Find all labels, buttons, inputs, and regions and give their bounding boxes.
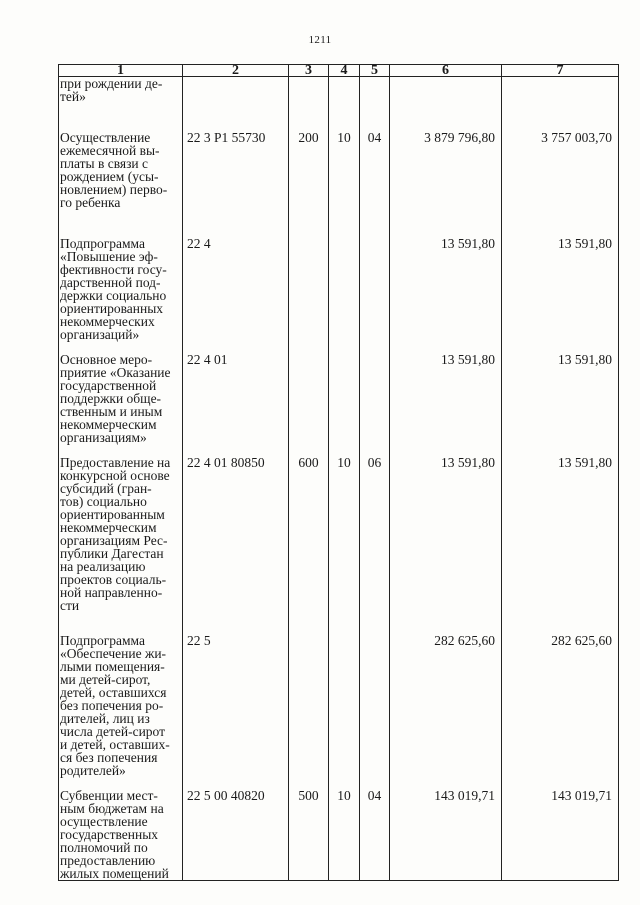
row-name-line: осуществление [60,814,148,829]
row-col-4 [329,77,360,132]
row-name-line: на реализацию [60,559,146,574]
row-name-line: платы в связи с [60,156,149,171]
row-name-line: тей» [60,89,86,104]
row-name-line: Основное меро- [60,352,153,367]
row-amount-col-7: 13 591,80 [502,237,619,353]
row-amount-col-6: 282 625,60 [390,634,502,789]
row-amount-col-6: 13 591,80 [390,237,502,353]
row-name-line: проектов социаль- [60,572,167,587]
row-col-3: 500 [289,789,329,881]
row-name-line: числа детей-сирот [60,724,166,739]
row-col-5 [360,77,390,132]
row-amount-col-6: 3 879 796,80 [390,131,502,237]
row-name-line: организациям» [60,430,147,445]
row-name-line: государственных [60,827,159,842]
row-name [59,131,183,237]
row-name-line: организациям Рес- [60,533,168,548]
row-col-3 [289,353,329,456]
header-col-2: 2 [183,65,289,77]
row-name-line: детей, оставшихся [60,685,167,700]
header-col-7: 7 [502,65,619,77]
row-name-line: Осуществление [60,130,151,145]
row-name-line: полномочий по [60,840,148,855]
row-code [183,77,289,132]
row-name-line: и детей, оставших- [60,737,170,752]
row-col-5: 06 [360,456,390,634]
row-name-line: жилых помещений [60,866,169,881]
row-code: 22 4 01 [183,353,289,456]
row-name-line: организаций» [60,327,140,342]
table-row [59,353,619,456]
row-name-line: лыми помещения- [60,659,165,674]
row-amount-col-7: 282 625,60 [502,634,619,789]
row-name-line: дителей, лиц из [60,711,150,726]
header-col-5: 5 [360,65,390,77]
row-amount-col-7: 13 591,80 [502,456,619,634]
row-col-5 [360,353,390,456]
row-name-line: конкурсной основе [60,468,170,483]
row-name [59,634,183,789]
row-name-line: ориентированным [60,507,165,522]
budget-table [58,64,619,881]
header-row [59,65,619,77]
row-name-line: дарственной под- [60,275,161,290]
page-number: 1211 [308,34,332,46]
row-col-3 [289,237,329,353]
row-col-5: 04 [360,789,390,881]
row-amount-col-6: 13 591,80 [390,456,502,634]
row-code: 22 4 [183,237,289,353]
row-amount-col-7: 3 757 003,70 [502,131,619,237]
row-name-line: Субвенции мест- [60,788,158,803]
row-name-line: субсидий (гран- [60,481,152,496]
row-name-line: ориентированных [60,301,164,316]
row-name-line: ной направленно- [60,585,163,600]
row-name-line: некоммерческих [60,314,155,329]
row-amount-col-7: 143 019,71 [502,789,619,881]
row-col-3 [289,77,329,132]
row-name-line: некоммерческим [60,417,157,432]
row-name-line: предоставлению [60,853,156,868]
row-name-line: ственным и иным [60,404,163,419]
row-name-line: держки социально [60,288,167,303]
row-code: 22 5 00 40820 [183,789,289,881]
row-amount-col-7: 13 591,80 [502,353,619,456]
row-name-line: Подпрограмма [60,236,145,251]
row-col-5: 04 [360,131,390,237]
row-name-line: ным бюджетам на [60,801,164,816]
row-code: 22 5 [183,634,289,789]
row-name-line: некоммерческим [60,520,157,535]
row-col-5 [360,237,390,353]
row-name-line: сти [60,598,80,613]
table-row [59,237,619,353]
row-col-4: 10 [329,789,360,881]
row-amount-col-6: 13 591,80 [390,353,502,456]
row-col-5 [360,634,390,789]
table-row [59,77,619,132]
row-name [59,237,183,353]
row-col-4 [329,353,360,456]
row-name [59,353,183,456]
row-col-4: 10 [329,456,360,634]
row-name-line: «Повышение эф- [60,249,158,264]
table-row [59,634,619,789]
row-name-line: государственной [60,378,157,393]
row-name-line: ми детей-сирот, [60,672,151,687]
row-name [59,77,183,132]
row-code: 22 3 P1 55730 [183,131,289,237]
header-col-3: 3 [289,65,329,77]
row-name-line: публики Дагестан [60,546,164,561]
header-col-1: 1 [59,65,183,77]
row-name-line: при рождении де- [60,76,163,91]
row-name-line: Предоставление на [60,455,171,470]
row-amount-col-6: 143 019,71 [390,789,502,881]
header-col-6: 6 [390,65,502,77]
row-name-line: ся без попечения [60,750,158,765]
header-col-4: 4 [329,65,360,77]
row-code: 22 4 01 80850 [183,456,289,634]
row-name-line: рождением (усы- [60,169,159,184]
row-name-line: родителей» [60,763,126,778]
row-name-line: поддержки обще- [60,391,162,406]
row-col-3: 200 [289,131,329,237]
row-name-line: без попечения ро- [60,698,164,713]
row-col-4: 10 [329,131,360,237]
row-name-line: ежемесячной вы- [60,143,160,158]
row-name-line: «Обеспечение жи- [60,646,167,661]
row-col-3 [289,634,329,789]
row-name-line: приятие «Оказание [60,365,171,380]
row-name-line: го ребенка [60,195,121,210]
row-name-line: фективности госу- [60,262,167,277]
row-col-4 [329,634,360,789]
row-name [59,456,183,634]
row-col-3: 600 [289,456,329,634]
table-row [59,131,619,237]
table-row [59,789,619,881]
row-amount-col-6 [390,77,502,132]
row-amount-col-7 [502,77,619,132]
row-name [59,789,183,881]
row-col-4 [329,237,360,353]
row-name-line: Подпрограмма [60,633,145,648]
row-name-line: новлением) перво- [60,182,168,197]
row-name-line: тов) социально [60,494,147,509]
table-row [59,456,619,634]
